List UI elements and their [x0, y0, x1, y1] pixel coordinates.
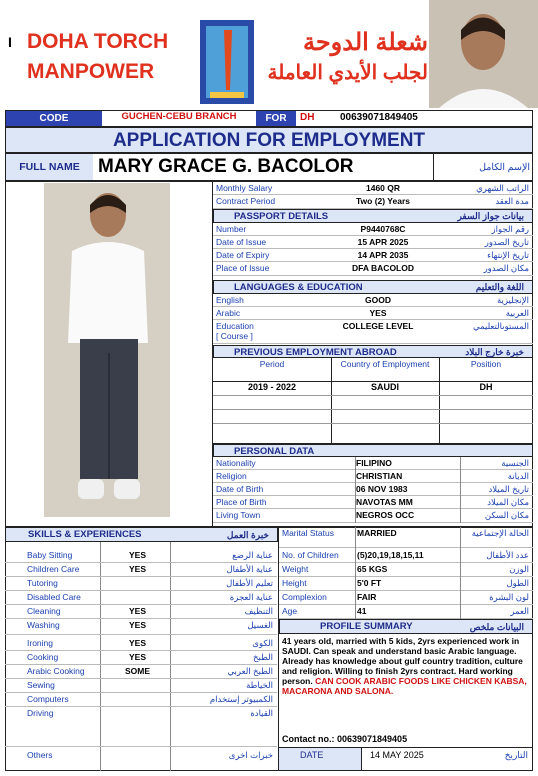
col-period: Period — [259, 359, 285, 369]
skill-label-ar: التنظيف — [244, 606, 273, 616]
summary-text-black: 41 years old, married with 5 kids, 2yrs experienced work in SAUDI. Can speak and understand basic Arabic language. Already has knowledge about gulf country tradition, culture and religion. Willing to finish 2yrs contract. Hard working person. — [282, 636, 523, 686]
languages-title: LANGUAGES & EDUCATION — [234, 282, 363, 293]
skill-label-ar: الكوى — [252, 638, 273, 648]
passport-issue-ar: تاريخ الصدور — [484, 237, 529, 247]
skill-label: Sewing — [27, 680, 55, 690]
passport-expiry-label: Date of Expiry — [216, 250, 270, 260]
skill-label: Cleaning — [27, 606, 61, 616]
col-country: Country of Employment — [340, 359, 430, 369]
company-name-en-1: DOHA TORCH — [27, 30, 169, 53]
for-value: DH — [300, 112, 315, 123]
age-ar: العمر — [510, 606, 529, 616]
skill-label: Arabic Cooking — [27, 666, 85, 676]
living-town-ar: مكان السكن — [484, 510, 529, 520]
skill-label: Baby Sitting — [27, 550, 73, 560]
phone-value: 00639071849405 — [340, 112, 418, 123]
passport-expiry-value: 14 APR 2035 — [357, 250, 409, 260]
position-value: DH — [479, 382, 493, 392]
company-name-en-2: MANPOWER — [27, 60, 155, 83]
skill-label: Tutoring — [27, 578, 58, 588]
skill-label-ar: الخياطة — [246, 680, 273, 690]
skill-label: Driving — [27, 708, 54, 718]
religion-label: Religion — [216, 471, 247, 481]
skill-label: Ironing — [27, 638, 53, 648]
age-label: Age — [282, 606, 298, 616]
skill-label-ar: عناية الأطفال — [226, 564, 273, 574]
birthdate-value: 06 NOV 1983 — [356, 484, 408, 494]
height-value: 5'0 FT — [357, 578, 382, 588]
marital-ar: الحالة الإجتماعية — [471, 528, 529, 538]
summary-text-red: CAN COOK ARABIC FOODS LIKE CHICKEN KABSA, MACARONA AND SALONA. — [282, 676, 527, 696]
for-label: FOR — [256, 111, 296, 126]
complexion-value: FAIR — [357, 592, 377, 602]
branch-value: GUCHEN-CEBU BRANCH — [121, 111, 237, 122]
weight-label: Weight — [282, 564, 309, 574]
skill-value: YES — [128, 638, 146, 648]
others-label: Others — [27, 750, 53, 760]
passport-issue-label: Date of Issue — [216, 237, 267, 247]
passport-expiry-ar: تاريخ الإنتهاء — [487, 250, 529, 260]
nationality-label: Nationality — [216, 458, 256, 468]
education-label: Education [ Course ] — [216, 321, 254, 341]
passport-number-value: P9440768C — [360, 224, 406, 234]
personal-title: PERSONAL DATA — [234, 446, 315, 457]
code-label: CODE — [6, 111, 102, 126]
arabic-value: YES — [369, 308, 387, 318]
torch-logo — [200, 20, 254, 104]
weight-value: 65 KGS — [357, 564, 388, 574]
english-label: English — [216, 295, 244, 305]
complexion-ar: لون البشرة — [489, 592, 529, 602]
passport-title-ar: بيانات جواز السفر — [457, 211, 524, 221]
period-value: 2019 - 2022 — [247, 382, 297, 392]
skills-title-ar: خبرة العمل — [226, 530, 269, 540]
form-title: APPLICATION FOR EMPLOYMENT — [112, 130, 426, 151]
children-ar: عدد الأطفال — [486, 550, 529, 560]
skill-label: Children Care — [27, 564, 80, 574]
previous-title: PREVIOUS EMPLOYMENT ABROAD — [234, 347, 397, 358]
skill-label-ar: الطبخ — [253, 652, 273, 662]
skill-value: YES — [128, 652, 146, 662]
religion-value: CHRISTIAN — [356, 471, 403, 481]
birthplace-ar: مكان الميلاد — [487, 497, 529, 507]
date-label-ar: التاريخ — [504, 750, 528, 760]
skill-label: Disabled Care — [27, 592, 81, 602]
summary-text — [282, 636, 530, 696]
marital-value: MARRIED — [357, 528, 397, 538]
contact-number: Contact no.: 00639071849405 — [282, 734, 408, 744]
skill-label-ar: الغسيل — [247, 620, 273, 630]
living-town-value: NEGROS OCC — [356, 510, 415, 520]
contract-label: Contract Period — [216, 196, 276, 206]
country-value: SAUDI — [370, 382, 399, 392]
education-ar: المستوىالتعليمي — [473, 321, 529, 331]
age-value: 41 — [357, 606, 367, 616]
full-name-value: MARY GRACE G. BACOLOR — [98, 156, 354, 177]
living-town-label: Living Town — [216, 510, 261, 520]
skill-label: Washing — [27, 620, 60, 630]
height-label: Height — [282, 578, 307, 588]
skill-label-ar: عناية العجزة — [229, 592, 273, 602]
company-name-ar-2: لجلب الأيدي العاملة — [267, 62, 428, 84]
skill-label-ar: الكمبيوتر إستخدام — [209, 694, 273, 704]
salary-label-ar: الراتب الشهري — [476, 183, 529, 193]
english-value: GOOD — [365, 295, 391, 305]
skill-label: Cooking — [27, 652, 59, 662]
previous-title-ar: خبرة خارج البلاد — [465, 347, 524, 357]
arabic-label: Arabic — [216, 308, 241, 318]
passport-place-value: DFA BACOLOD — [351, 263, 414, 273]
height-ar: الطول — [506, 578, 529, 588]
portrait-photo — [429, 0, 538, 108]
summary-title: PROFILE SUMMARY — [320, 621, 413, 632]
passport-number-label: Number — [216, 224, 247, 234]
birthplace-value: NAVOTAS MM — [356, 497, 413, 507]
company-name-ar-1: شعلة الدوحة — [302, 29, 428, 56]
skill-value: YES — [128, 550, 146, 560]
complexion-label: Complexion — [282, 592, 327, 602]
marital-label: Marital Status — [282, 528, 334, 538]
passport-place-ar: مكان الصدور — [483, 263, 529, 273]
summary-title-ar: البيانات ملخص — [469, 622, 524, 632]
passport-title: PASSPORT DETAILS — [234, 211, 329, 222]
skill-label-ar: تعليم الأطفال — [226, 578, 273, 588]
passport-number-ar: رقم الجواز — [491, 224, 529, 234]
weight-ar: الوزن — [509, 564, 529, 574]
contract-label-ar: مدة العقد — [495, 196, 529, 206]
skill-value: SOME — [124, 666, 151, 676]
passport-place-label: Place of Issue — [216, 263, 270, 273]
education-value: COLLEGE LEVEL — [342, 321, 414, 331]
contract-value: Two (2) Years — [355, 196, 410, 206]
children-label: No. of Children — [282, 550, 339, 560]
col-position: Position — [470, 359, 502, 369]
nationality-ar: الجنسية — [501, 458, 529, 468]
skill-value: YES — [128, 564, 146, 574]
date-value: 14 MAY 2025 — [370, 750, 424, 760]
salary-value: 1460 QR — [365, 183, 401, 193]
nationality-value: FILIPINO — [356, 458, 392, 468]
birthdate-label: Date of Birth — [216, 484, 264, 494]
skill-value: YES — [128, 620, 146, 630]
skill-label-ar: عناية الرضع — [232, 550, 273, 560]
skills-title: SKILLS & EXPERIENCES — [28, 529, 142, 540]
skill-label-ar: القيادة — [250, 708, 273, 718]
salary-label: Monthly Salary — [216, 183, 273, 193]
arabic-ar: العربية — [505, 308, 529, 318]
skill-value: YES — [128, 606, 146, 616]
others-label-ar: خبرات اخرى — [228, 750, 273, 760]
skill-label-ar: الطبخ العربي — [227, 666, 273, 676]
full-name-label: FULL NAME — [6, 154, 93, 180]
english-ar: الإنجليزية — [496, 295, 529, 305]
date-label: DATE — [300, 750, 324, 760]
left-mark: I — [8, 34, 12, 50]
birthdate-ar: تاريخ الميلاد — [488, 484, 529, 494]
children-value: (5)20,19,18,15,11 — [357, 550, 424, 560]
religion-ar: الديانة — [507, 471, 529, 481]
skill-label: Computers — [27, 694, 69, 704]
birthplace-label: Place of Birth — [216, 497, 267, 507]
passport-issue-value: 15 APR 2025 — [357, 237, 409, 247]
languages-title-ar: اللغة والتعليم — [475, 282, 524, 292]
full-name-label-ar: الإسم الكامل — [479, 162, 530, 173]
